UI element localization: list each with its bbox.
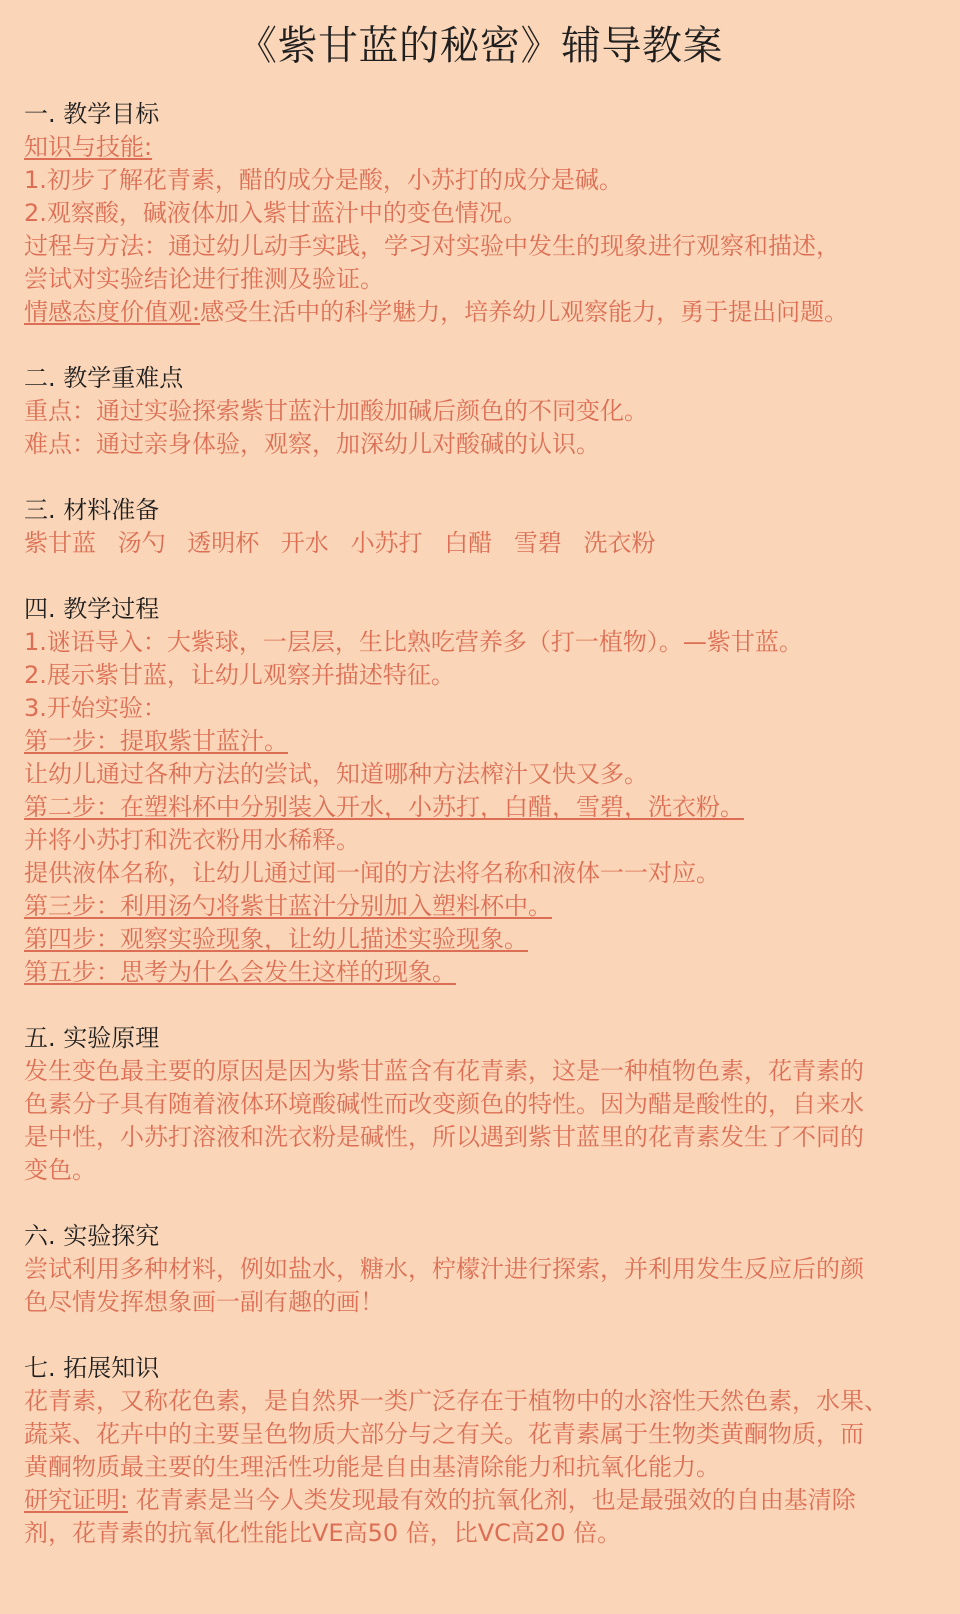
process-item: 3.开始实验：	[24, 694, 167, 722]
emotion-text: 感受生活中的科学魅力，培养幼儿观察能力，勇于提出问题。	[200, 298, 849, 326]
material-item: 洗衣粉	[583, 529, 656, 557]
section-heading: 四. 教学过程	[24, 595, 160, 623]
key-point: 重点：通过实验探索紫甘蓝汁加酸加碱后颜色的不同变化。	[24, 397, 648, 425]
section-heading: 六. 实验探究	[24, 1222, 160, 1250]
section-principle	[24, 1022, 936, 1187]
material-item: 透明杯	[187, 529, 260, 557]
knowledge-text: 花青素，又称花色素，是自然界一类广泛存在于植物中的水溶性天然色素，水果、	[24, 1387, 888, 1415]
difficult-point: 难点：通过亲身体验，观察，加深幼儿对酸碱的认识。	[24, 430, 600, 458]
step-heading: 第二步：在塑料杯中分别装入开水，小苏打，白醋，雪碧，洗衣粉。	[24, 793, 744, 821]
materials-list	[24, 527, 936, 560]
section-heading: 二. 教学重难点	[24, 364, 184, 392]
process-item: 1.谜语导入：大紫球，一层层，生比熟吃营养多（打一植物）。—紫甘蓝。	[24, 628, 803, 656]
section-heading: 七. 拓展知识	[24, 1354, 160, 1382]
material-item: 开水	[280, 529, 329, 557]
principle-text: 发生变色最主要的原因是因为紫甘蓝含有花青素，这是一种植物色素，花青素的	[24, 1057, 864, 1085]
material-item: 小苏打	[350, 529, 423, 557]
section-heading: 一. 教学目标	[24, 100, 160, 128]
step-heading: 第五步：思考为什么会发生这样的现象。	[24, 958, 456, 986]
process-text: 过程与方法：通过幼儿动手实践，学习对实验中发生的现象进行观察和描述，	[24, 232, 840, 260]
step-description: 并将小苏打和洗衣粉用水稀释。	[24, 826, 360, 854]
knowledge-label: 知识与技能:	[24, 133, 153, 161]
step-heading: 第四步：观察实验现象，让幼儿描述实验现象。	[24, 925, 528, 953]
principle-text: 是中性，小苏打溶液和洗衣粉是碱性，所以遇到紫甘蓝里的花青素发生了不同的	[24, 1123, 864, 1151]
emotion-label: 情感态度价值观:	[24, 298, 201, 326]
section-teaching-process	[24, 593, 936, 989]
research-text: 花青素是当今人类发现最有效的抗氧化剂，也是最强效的自由基清除	[128, 1486, 856, 1514]
knowledge-item: 1.初步了解花青素，醋的成分是酸，小苏打的成分是碱。	[24, 166, 623, 194]
material-item: 雪碧	[513, 529, 562, 557]
exploration-text: 尝试利用多种材料，例如盐水，糖水，柠檬汁进行探索，并利用发生反应后的颜	[24, 1255, 864, 1283]
section-teaching-goals	[24, 98, 936, 329]
section-heading: 五. 实验原理	[24, 1024, 160, 1052]
step-description: 让幼儿通过各种方法的尝试，知道哪种方法榨汁又快又多。	[24, 760, 648, 788]
knowledge-text: 黄酮物质最主要的生理活性功能是自由基清除能力和抗氧化能力。	[24, 1453, 720, 1481]
step-description: 提供液体名称，让幼儿通过闻一闻的方法将名称和液体一一对应。	[24, 859, 720, 887]
section-extended-knowledge	[24, 1352, 936, 1550]
process-text: 尝试对实验结论进行推测及验证。	[24, 265, 384, 293]
exploration-text: 色尽情发挥想象画一副有趣的画！	[24, 1288, 384, 1316]
section-key-points	[24, 362, 936, 461]
knowledge-text: 蔬菜、花卉中的主要呈色物质大部分与之有关。花青素属于生物类黄酮物质，而	[24, 1420, 864, 1448]
process-item: 2.展示紫甘蓝，让幼儿观察并描述特征。	[24, 661, 455, 689]
research-text: 剂，花青素的抗氧化性能比VE高50 倍，比VC高20 倍。	[24, 1519, 622, 1547]
section-exploration	[24, 1220, 936, 1319]
section-materials	[24, 494, 936, 560]
material-item: 紫甘蓝	[24, 529, 96, 557]
principle-text: 变色。	[24, 1156, 96, 1184]
page-title: 《紫甘蓝的秘密》辅导教案	[237, 23, 723, 69]
step-heading: 第三步：利用汤勺将紫甘蓝汁分别加入塑料杯中。	[24, 892, 552, 920]
principle-text: 色素分子具有随着液体环境酸碱性而改变颜色的特性。因为醋是酸性的，自来水	[24, 1090, 864, 1118]
material-item: 白醋	[444, 529, 493, 557]
research-label: 研究证明:	[24, 1486, 129, 1514]
step-heading: 第一步：提取紫甘蓝汁。	[24, 727, 288, 755]
knowledge-item: 2.观察酸，碱液体加入紫甘蓝汁中的变色情况。	[24, 199, 527, 227]
section-heading: 三. 材料准备	[24, 496, 160, 524]
material-item: 汤勺	[117, 529, 166, 557]
